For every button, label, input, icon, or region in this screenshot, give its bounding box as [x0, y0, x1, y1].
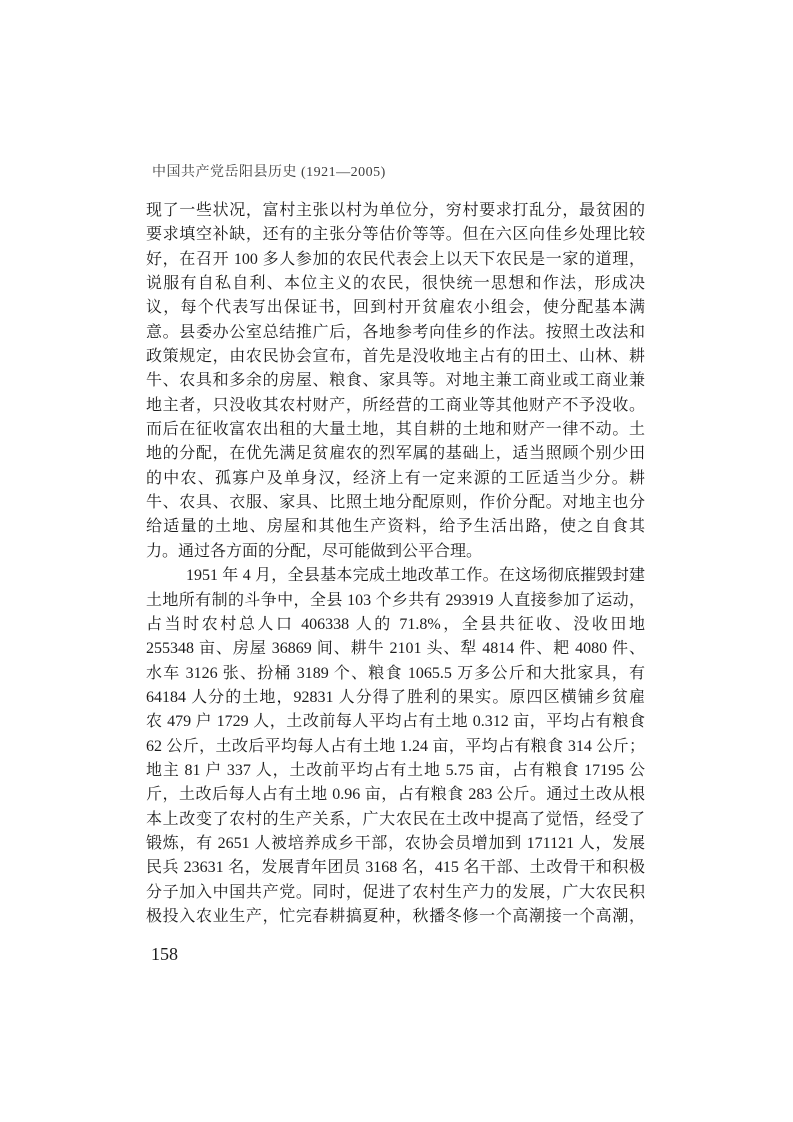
text-line: 地的分配，在优先满足贫雇农的烈军属的基础上，适当照顾个别少田 [146, 445, 645, 463]
text-line: 现了一些状况，富村主张以村为单位分，穷村要求打乱分，最贫困的 [146, 202, 645, 219]
text-line: 62 公斤，土改后平均每人占有土地 1.24 亩，平均占有粮食 314 公斤； [146, 737, 645, 755]
text-line: 农 479 户 1729 人，土改前每人平均占有土地 0.312 亩，平均占有粮食 [146, 713, 645, 731]
text-line: 说服有自私自利、本位主义的农民，很快统一思想和作法，形成决 [146, 275, 645, 293]
text-line: 意。县委办公室总结推广后，各地参考向佳乡的作法。按照土改法和 [146, 323, 645, 341]
text-line: 地主者，只没收其农村财产，所经营的工商业等其他财产不予没收。 [146, 396, 645, 414]
text-line: 土地所有制的斗争中，全县 103 个乡共有 293919 人直接参加了运动， [146, 591, 645, 609]
text-line: 本上改变了农村的生产关系，广大农民在土改中提高了觉悟，经受了 [146, 810, 645, 828]
text-line: 政策规定，由农民协会宣布，首先是没收地主占有的田土、山林、耕 [146, 348, 645, 366]
text-line: 锻炼，有 2651 人被培养成乡干部，农协会员增加到 171121 人，发展 [146, 834, 645, 852]
text-line: 好，在召开 100 多人参加的农民代表会上以天下农民是一家的道理， [146, 250, 645, 268]
text-line: 议，每个代表写出保证书，回到村开贫雇农小组会，使分配基本满 [146, 299, 645, 317]
text-line: 极投入农业生产，忙完春耕搞夏种，秋播冬修一个高潮接一个高潮， [146, 907, 645, 925]
text-line: 牛、农具和多余的房屋、粮食、家具等。对地主兼工商业或工商业兼 [146, 372, 645, 390]
text-line: 力。通过各方面的分配，尽可能做到公平合理。 [146, 542, 483, 560]
text-line: 水车 3126 张、扮桶 3189 个、粮食 1065.5 万多公斤和大批家具，有 [146, 664, 645, 682]
text-line: 1951 年 4 月，全县基本完成土地改革工作。在这场彻底摧毁封建 [186, 567, 645, 585]
body-text [146, 199, 645, 929]
text-line: 民兵 23631 名，发展青年团员 3168 名，415 名干部、土改骨干和积极 [146, 859, 645, 877]
text-line: 而后在征收富农出租的大量土地，其自耕的土地和财产一律不动。土 [146, 421, 645, 439]
text-line: 地主 81 户 337 人，土改前平均占有土地 5.75 亩，占有粮食 17195 公 [146, 761, 645, 779]
text-line: 的中农、孤寡户及单身汉，经济上有一定来源的工匠适当少分。耕 [146, 469, 645, 487]
text-line: 给适量的土地、房屋和其他生产资料，给予生活出路，使之自食其 [146, 518, 645, 536]
text-line: 占当时农村总人口 406338 人的 71.8%，全县共征收、没收田地 [146, 615, 645, 633]
page-number: 158 [151, 944, 178, 964]
text-line: 斤，土改后每人占有土地 0.96 亩，占有粮食 283 公斤。通过土改从根 [146, 786, 645, 804]
running-header: 中国共产党岳阳县历史 (1921—2005) [152, 165, 386, 180]
text-line: 64184 人分的土地，92831 人分得了胜利的果实。原四区横铺乡贫雇 [146, 688, 645, 706]
text-line: 要求填空补缺，还有的主张分等估价等等。但在六区向佳乡处理比较 [146, 226, 645, 244]
text-line: 分子加入中国共产党。同时，促进了农村生产力的发展，广大农民积 [146, 883, 645, 901]
text-line: 255348 亩、房屋 36869 间、耕牛 2101 头、犁 4814 件、耙 4080 件、 [146, 640, 645, 658]
text-line: 牛、农具、衣服、家具、比照土地分配原则，作价分配。对地主也分 [146, 494, 645, 512]
